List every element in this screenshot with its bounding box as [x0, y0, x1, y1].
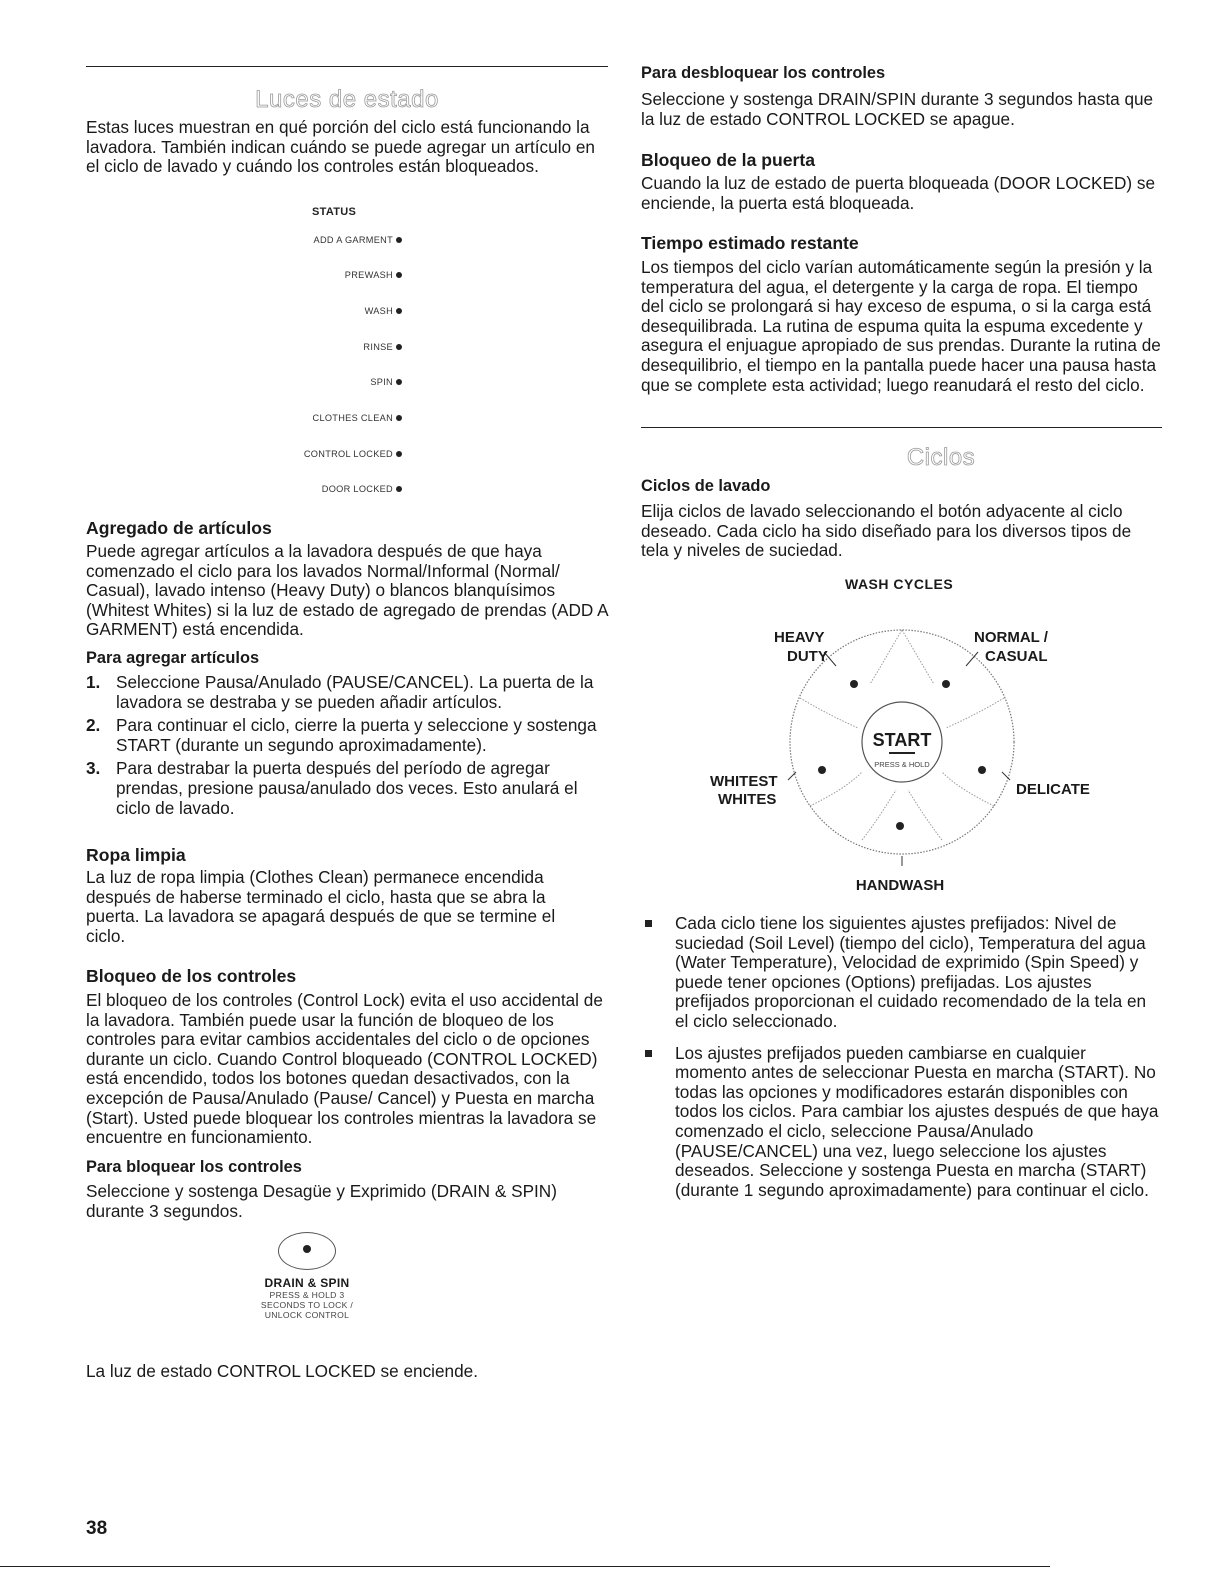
status-dot-icon — [396, 451, 402, 457]
wash-cycles-title: WASH CYCLES — [845, 576, 954, 592]
bullet-square-icon — [645, 1050, 652, 1057]
page-number: 38 — [86, 1518, 108, 1539]
ropa-text: La luz de ropa limpia (Clothes Clean) permanece encendida después de haberse terminado el ciclo, hasta que se abra la puerta. La lavadora se apagará después de que se termine el ciclo. — [86, 867, 556, 946]
status-dot-icon — [396, 415, 402, 421]
normal-casual-label-1: NORMAL / — [974, 629, 1048, 646]
status-title: STATUS — [312, 206, 357, 218]
agregado-text: Puede agregar artículos a la lavadora después de que haya comenzado el ciclo para los lavados Normal/Informal (Normal/ Casual), lavado intenso (Heavy Duty) o blancos blanquísimos (Whitest Whites) si la luz de estado de agregado de prendas (ADD A GARMENT) está encendida. — [86, 541, 608, 640]
delicate-dot-icon — [978, 766, 986, 774]
bloqueo-controles-heading: Bloqueo de los controles — [86, 966, 297, 986]
status-light-rinse: RINSE — [363, 342, 402, 352]
drain-sub-1: PRESS & HOLD 3 — [269, 1290, 345, 1300]
status-light-clothes-clean: CLOTHES CLEAN — [313, 413, 402, 423]
para-bloquear-heading: Para bloquear los controles — [86, 1158, 302, 1176]
handwash-dot-icon — [896, 822, 904, 830]
top-rule-left — [86, 66, 608, 67]
press-hold-label: PRESS & HOLD — [874, 760, 930, 769]
settings-bullets — [645, 914, 1161, 1212]
status-light-spin: SPIN — [370, 377, 402, 387]
drain-sub-3: UNLOCK CONTROL — [264, 1310, 350, 1320]
list-item: Cada ciclo tiene los siguientes ajustes prefijados: Nivel de suciedad (Soil Level) (tiempo del ciclo), Temperatura del agua (Water Temperature), Velocidad de exprimido (Spin Speed) y puede tener opciones (Options) prefijadas. Los ajustes prefijados proporcionan el cuidado recomendado de la tela en el ciclo seleccionado. — [645, 914, 1161, 1032]
normal-casual-dot-icon — [942, 680, 950, 688]
ciclos-lavado-heading: Ciclos de lavado — [641, 477, 771, 495]
wash-cycles-dial — [690, 600, 1110, 900]
puerta-heading: Bloqueo de la puerta — [641, 150, 816, 170]
desbloquear-text: Seleccione y sostenga DRAIN/SPIN durante 3 segundos hasta que la luz de estado CONTROL LOCKED se apague. — [641, 89, 1154, 129]
drain-sub-2: SECONDS TO LOCK / — [260, 1300, 354, 1310]
status-panel — [200, 200, 420, 500]
tiempo-text: Los tiempos del ciclo varían automáticamente según la presión y la temperatura del agua, el detergente y la carga de ropa. El tiempo del ciclo se prolongará si hay exceso de espuma, o si la carga está desequilibrada. La rutina de espuma quita la espuma excedente y asegura el enjuague apropiado de sus prendas. Durante la rutina de desequilibrio, el tiempo en la pantalla puede hacer una pausa hasta que se complete esta actividad; luego reanudará el resto del ciclo. — [641, 257, 1161, 395]
bullet-square-icon — [645, 920, 652, 927]
bottom-rule — [0, 1566, 1050, 1567]
drain-button-icon — [278, 1232, 336, 1270]
para-agregar-heading: Para agregar artículos — [86, 649, 260, 667]
desbloquear-heading: Para desbloquear los controles — [641, 64, 886, 82]
status-light-wash: WASH — [365, 306, 402, 316]
status-dot-icon — [396, 379, 402, 385]
drain-spin-button-illustration — [232, 1232, 382, 1320]
status-light-door-locked: DOOR LOCKED — [322, 484, 402, 494]
list-item: 2. Para continuar el ciclo, cierre la puerta y seleccione y sostenga START (durante un segundo aproximadamente). — [86, 715, 597, 755]
agregado-heading: Agregado de artículos — [86, 518, 272, 538]
para-agregar-steps — [86, 673, 608, 822]
status-dot-icon — [396, 237, 402, 243]
whitest-label-2: WHITES — [718, 791, 777, 808]
drain-label: DRAIN & SPIN — [264, 1276, 350, 1290]
section-title-ciclos: Ciclos — [906, 444, 976, 471]
status-light-control-locked: CONTROL LOCKED — [304, 449, 402, 459]
ciclos-lavado-text: Elija ciclos de lavado seleccionando el botón adyacente al ciclo deseado. Cada ciclo ha sido diseñado para los diversos tipos de tela y niveles de suciedad. — [641, 501, 1132, 561]
status-dot-icon — [396, 272, 402, 278]
ropa-heading: Ropa limpia — [86, 845, 186, 865]
handwash-label: HANDWASH — [855, 877, 945, 894]
list-item: 3. Para destrabar la puerta después del período de agregar prendas, presione pausa/anulado dos veces. Esto anulará el ciclo de lavado. — [86, 758, 578, 818]
heavy-duty-label-2: DUTY — [787, 648, 828, 665]
normal-casual-label-2: CASUAL — [985, 648, 1048, 665]
status-light-add-garment: ADD A GARMENT — [314, 235, 402, 245]
tiempo-heading: Tiempo estimado restante — [641, 233, 859, 253]
list-item: 1. Seleccione Pausa/Anulado (PAUSE/CANCEL). La puerta de la lavadora se destraba y se pueden añadir artículos. — [86, 672, 594, 712]
status-light-prewash: PREWASH — [345, 270, 402, 280]
status-dot-icon — [396, 344, 402, 350]
delicate-label: DELICATE — [1016, 781, 1090, 798]
puerta-text: Cuando la luz de estado de puerta bloqueada (DOOR LOCKED) se enciende, la puerta está bloqueada. — [641, 173, 1156, 213]
list-item: Los ajustes prefijados pueden cambiarse en cualquier momento antes de seleccionar Puesta en marcha (START). No todas las opciones y modificadores estarán disponibles con todos los ciclos. Para cambiar los ajustes después de que haya comenzado el ciclo, seleccione Pausa/Anulado (PAUSE/CANCEL) una vez, luego seleccione los ajustes deseados. Seleccione y sostenga Puesta en marcha (START) (durante 1 segundo aproximadamente) para continuar el ciclo. — [645, 1044, 1161, 1201]
status-dot-icon — [396, 486, 402, 492]
status-dot-icon — [396, 308, 402, 314]
intro-text: Estas luces muestran en qué porción del ciclo está funcionando la lavadora. También indican cuándo se puede agregar un artículo en el ciclo de lavado y cuándo los controles están bloqueados. — [86, 117, 595, 177]
ciclos-rule — [641, 427, 1162, 428]
section-title-luces: Luces de estado — [255, 86, 439, 113]
whitest-dot-icon — [818, 766, 826, 774]
control-locked-note: La luz de estado CONTROL LOCKED se enciende. — [86, 1361, 479, 1381]
para-bloquear-text: Seleccione y sostenga Desagüe y Exprimido (DRAIN & SPIN) durante 3 segundos. — [86, 1181, 557, 1221]
heavy-duty-dot-icon — [850, 680, 858, 688]
whitest-label-1: WHITEST — [710, 773, 778, 790]
start-label: START — [872, 730, 932, 750]
bloqueo-controles-text: El bloqueo de los controles (Control Lock) evita el uso accidental de la lavadora. También puede usar la función de bloqueo de los controles para evitar cambios accidentales del ciclo o de opciones durante un ciclo. Cuando Control bloqueado (CONTROL LOCKED) está encendido, todos los botones quedan desactivados, con la excepción de Pausa/Anulado (Pause/ Cancel) y Puesta en marcha (Start). Usted puede bloquear los controles mientras la lavadora se encuentre en funcionamiento. — [86, 990, 603, 1148]
heavy-duty-label-1: HEAVY — [774, 629, 825, 646]
